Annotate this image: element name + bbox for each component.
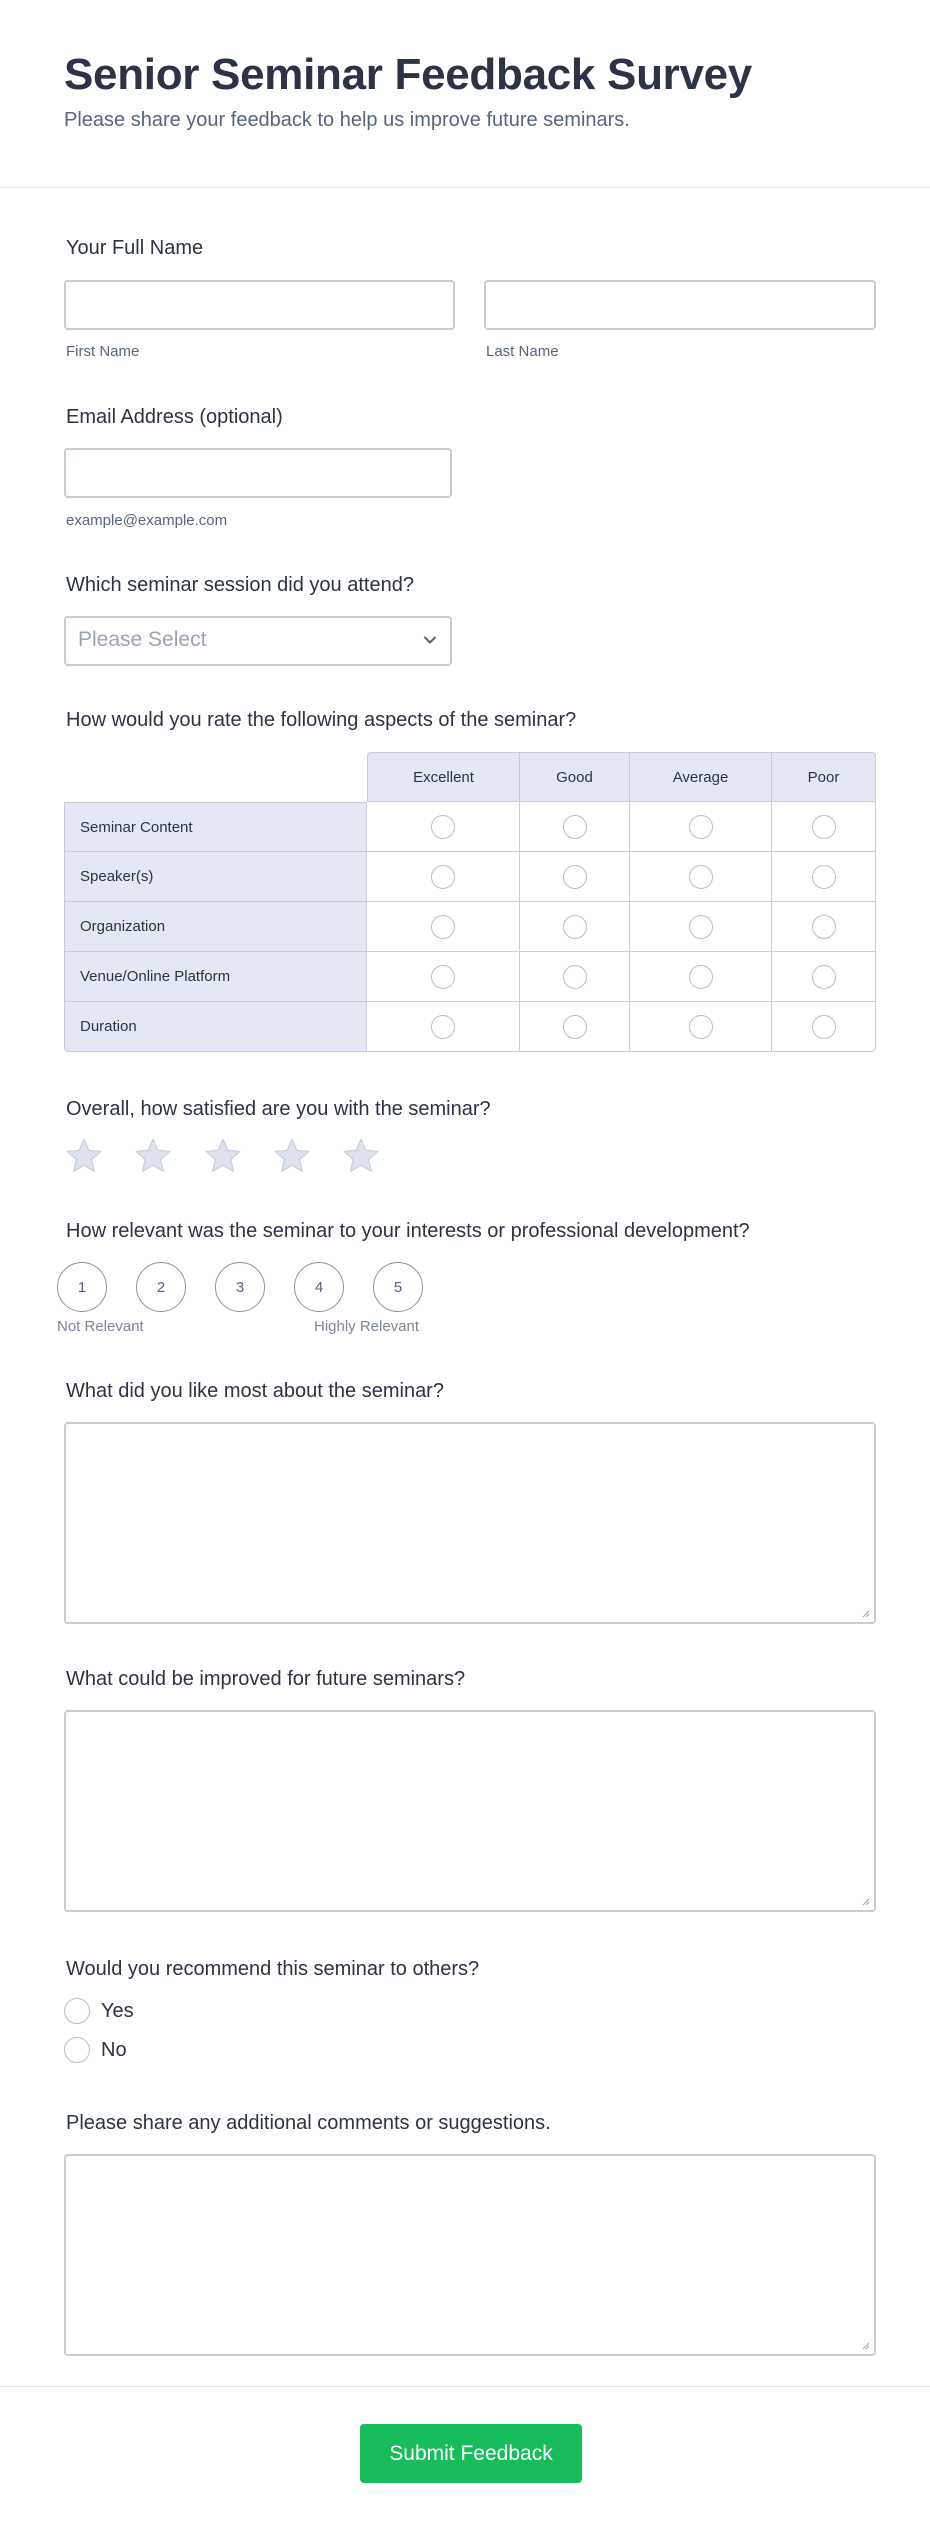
first-name-input[interactable] (64, 280, 455, 330)
session-select[interactable] (64, 616, 452, 666)
recommend-no-radio[interactable] (64, 2037, 90, 2063)
footer-divider (0, 2386, 930, 2387)
scale-option-1[interactable]: 1 (57, 1262, 107, 1312)
matrix-column-header: Average (630, 752, 772, 802)
matrix-radio[interactable] (431, 865, 455, 889)
relevance-label: How relevant was the seminar to your interests or professional development? (66, 1220, 750, 1242)
star-icon[interactable] (63, 1136, 105, 1176)
session-label: Which seminar session did you attend? (66, 574, 414, 596)
matrix-row-label: Venue/Online Platform (64, 952, 367, 1002)
page-title: Senior Seminar Feedback Survey (64, 50, 752, 99)
star-icon[interactable] (202, 1136, 244, 1176)
matrix-column-header: Poor (772, 752, 876, 802)
scale-min-label: Not Relevant (57, 1318, 144, 1335)
first-name-sublabel: First Name (66, 343, 140, 360)
email-label: Email Address (optional) (66, 406, 283, 428)
matrix-radio[interactable] (812, 815, 836, 839)
satisfaction-label: Overall, how satisfied are you with the seminar? (66, 1098, 491, 1120)
matrix-radio[interactable] (563, 915, 587, 939)
full-name-label: Your Full Name (66, 237, 204, 259)
chevron-down-icon (420, 630, 440, 650)
star-icon[interactable] (340, 1136, 382, 1176)
comments-textarea[interactable] (64, 2154, 876, 2356)
last-name-sublabel: Last Name (486, 343, 559, 360)
matrix-radio[interactable] (812, 915, 836, 939)
matrix-radio[interactable] (812, 865, 836, 889)
star-icon[interactable] (271, 1136, 313, 1176)
matrix-radio[interactable] (812, 1015, 836, 1039)
resize-grip-icon[interactable] (860, 1608, 870, 1618)
resize-grip-icon[interactable] (860, 1896, 870, 1906)
matrix-radio[interactable] (563, 865, 587, 889)
scale-option-5[interactable]: 5 (373, 1262, 423, 1312)
improvements-label: What could be improved for future seminars? (66, 1668, 466, 1690)
matrix-row-label: Seminar Content (64, 802, 367, 852)
matrix-radio[interactable] (689, 965, 713, 989)
resize-grip-icon[interactable] (860, 2340, 870, 2350)
matrix-radio[interactable] (431, 965, 455, 989)
last-name-input[interactable] (484, 280, 876, 330)
matrix-radio[interactable] (431, 815, 455, 839)
liked-most-textarea[interactable] (64, 1422, 876, 1624)
star-icon[interactable] (132, 1136, 174, 1176)
matrix-column-header: Good (520, 752, 630, 802)
submit-button[interactable]: Submit Feedback (360, 2424, 582, 2483)
comments-label: Please share any additional comments or suggestions. (66, 2112, 551, 2134)
recommend-yes-label: Yes (101, 2000, 134, 2022)
scale-option-4[interactable]: 4 (294, 1262, 344, 1312)
matrix-radio[interactable] (689, 915, 713, 939)
scale-max-label: Highly Relevant (314, 1318, 420, 1335)
email-sublabel: example@example.com (66, 512, 228, 529)
matrix-radio[interactable] (563, 815, 587, 839)
matrix-radio[interactable] (689, 1015, 713, 1039)
liked-most-label: What did you like most about the seminar? (66, 1380, 444, 1402)
page-subtitle: Please share your feedback to help us improve future seminars. (64, 109, 630, 131)
matrix-radio[interactable] (689, 865, 713, 889)
improvements-textarea[interactable] (64, 1710, 876, 1912)
scale-option-3[interactable]: 3 (215, 1262, 265, 1312)
matrix-row-label: Duration (64, 1002, 367, 1052)
rating-matrix-label: How would you rate the following aspects of the seminar? (66, 709, 577, 731)
matrix-row-label: Speaker(s) (64, 852, 367, 902)
form-header (0, 0, 930, 188)
matrix-row-label: Organization (64, 902, 367, 952)
recommend-label: Would you recommend this seminar to others? (66, 1958, 480, 1980)
matrix-radio[interactable] (431, 915, 455, 939)
rating-matrix (64, 752, 876, 1052)
email-input[interactable] (64, 448, 452, 498)
session-select-value: Please Select (78, 628, 207, 651)
matrix-column-header: Excellent (367, 752, 520, 802)
recommend-yes-radio[interactable] (64, 1998, 90, 2024)
matrix-radio[interactable] (431, 1015, 455, 1039)
matrix-radio[interactable] (563, 965, 587, 989)
matrix-radio[interactable] (812, 965, 836, 989)
scale-option-2[interactable]: 2 (136, 1262, 186, 1312)
matrix-radio[interactable] (689, 815, 713, 839)
matrix-radio[interactable] (563, 1015, 587, 1039)
recommend-no-label: No (101, 2039, 127, 2061)
